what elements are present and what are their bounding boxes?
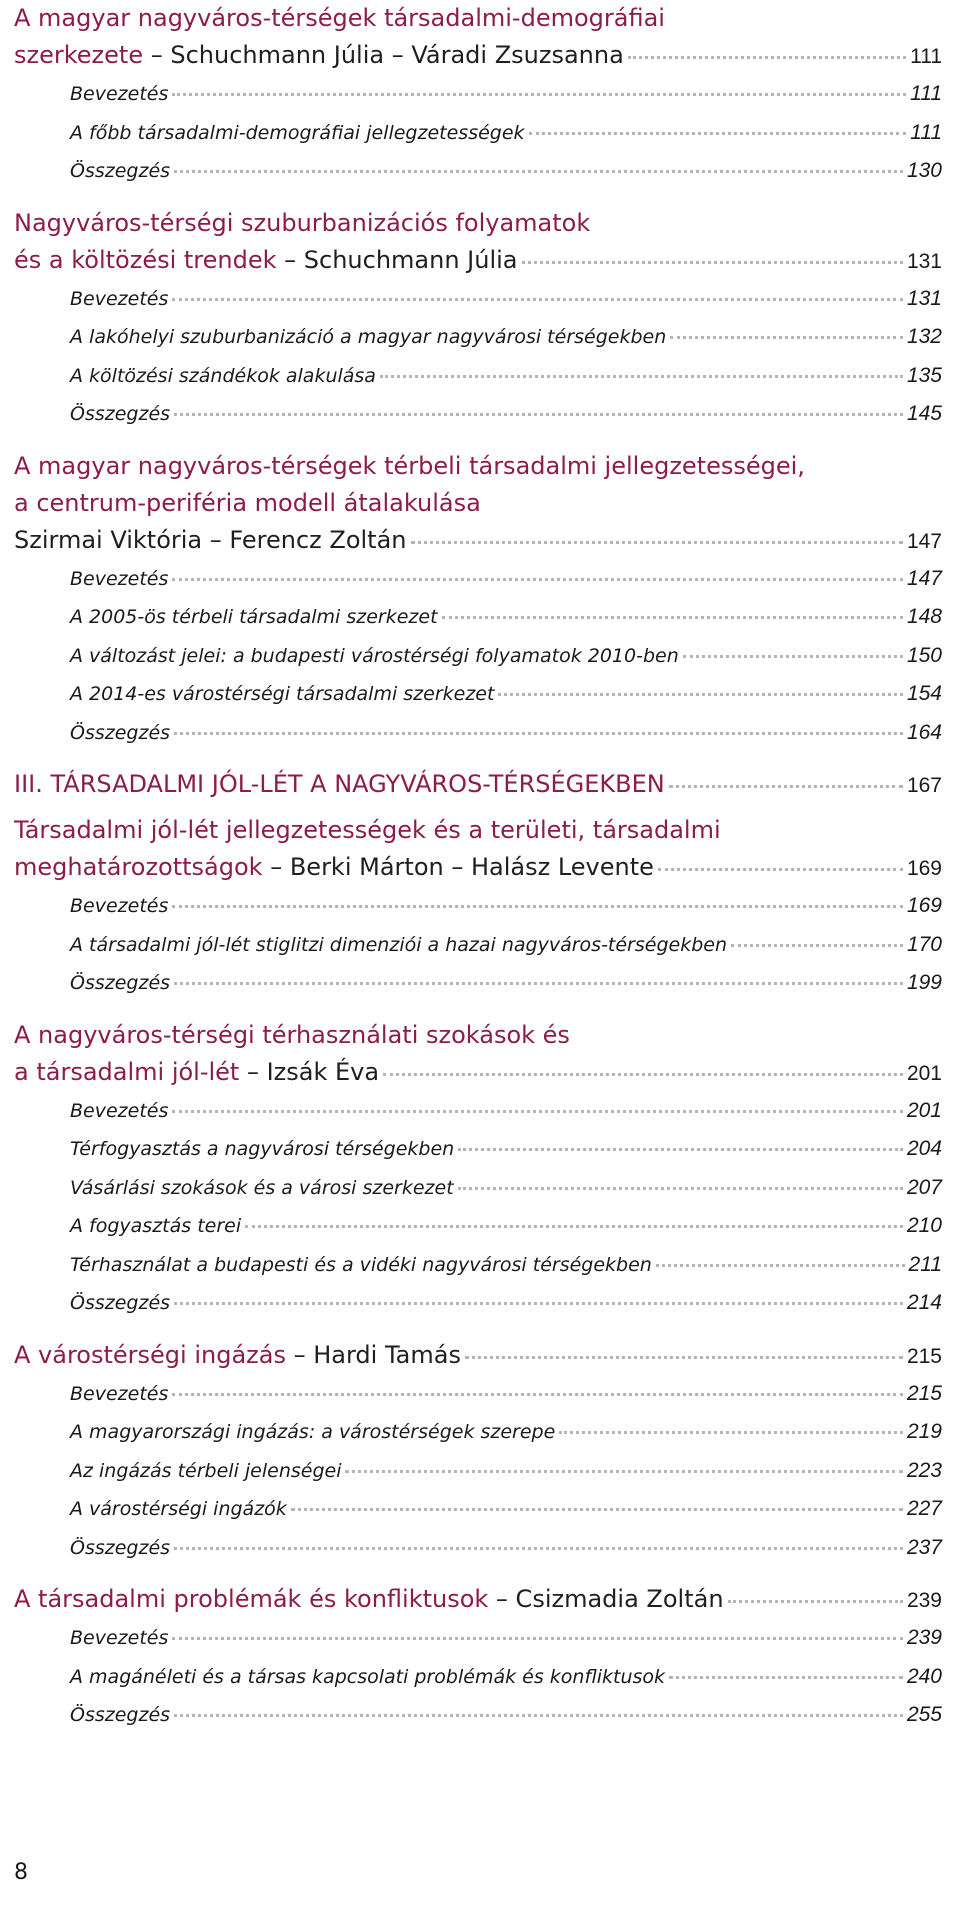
toc-section[interactable] [14, 152, 942, 191]
section-label: A társadalmi jól-lét stiglitzi dimenziói a hazai nagyváros-térségekben [70, 933, 728, 956]
dot-leader [628, 56, 906, 59]
page-ref: 135 [906, 363, 942, 387]
chapter-entry [14, 205, 942, 434]
section-label: Összegzés [70, 972, 171, 994]
chapter-authors: – Schuchmann Júlia – Váradi Zsuzsanna [143, 41, 624, 69]
chapter-title: a centrum-periféria modell átalakulása [14, 488, 481, 517]
page-ref: 169 [906, 894, 942, 917]
page-ref: 223 [906, 1458, 942, 1482]
chapter-entry [14, 448, 942, 753]
dot-leader [728, 1600, 903, 1603]
section-label: A fogyasztás terei [70, 1215, 242, 1237]
section-label: Bevezetés [70, 895, 169, 917]
dot-leader [174, 732, 903, 735]
page-ref: 211 [908, 1252, 942, 1276]
chapter-authors: – Berki Márton – Halász Levente [262, 853, 654, 881]
section-label: Bevezetés [70, 1382, 169, 1405]
dot-leader [465, 1356, 903, 1359]
page-ref: 201 [906, 1061, 942, 1085]
chapter-title: A magyar nagyváros-térségek társadalmi-demográfiai [14, 4, 665, 32]
section-label: A változást jelei: a budapesti várostérségi folyamatok 2010-ben [70, 644, 679, 667]
page-ref: 170 [906, 932, 942, 956]
chapter-title: szerkezete [14, 41, 144, 69]
page-ref: 214 [906, 1291, 942, 1314]
chapter-title-line[interactable] [14, 849, 942, 887]
toc-section[interactable] [14, 357, 942, 396]
chapter-title-line[interactable] [14, 37, 942, 75]
dot-leader [522, 261, 903, 264]
dot-leader [411, 541, 903, 544]
section-label: Összegzés [70, 1704, 171, 1726]
dot-leader [458, 1187, 903, 1190]
toc-section[interactable] [14, 114, 942, 153]
section-label: A főbb társadalmi-demográfiai jellegzetességek [70, 121, 525, 144]
page-ref: 150 [906, 643, 942, 667]
section-label: Összegzés [70, 1536, 171, 1559]
dot-leader [658, 868, 903, 871]
page-ref: 240 [906, 1664, 942, 1688]
page-ref: 164 [906, 720, 942, 744]
chapter-authors: – Schuchmann Júlia [276, 245, 518, 274]
chapter-entry [14, 812, 942, 1003]
dot-leader [174, 982, 903, 985]
toc-section[interactable] [14, 1169, 942, 1208]
dot-leader [669, 1676, 903, 1679]
toc-section[interactable] [14, 598, 942, 637]
toc-section[interactable] [14, 1375, 942, 1414]
section-label: A 2014-es várostérségi társadalmi szerkezet [70, 683, 495, 705]
toc-section[interactable] [14, 1413, 942, 1452]
page-ref: 201 [906, 1098, 942, 1122]
toc-section[interactable] [14, 1092, 942, 1131]
dot-leader [172, 1110, 903, 1113]
dot-leader [383, 1073, 903, 1076]
dot-leader [172, 578, 903, 581]
chapter-title: A nagyváros-térségi térhasználati szokások és [14, 1020, 570, 1049]
page-ref: 145 [906, 402, 942, 425]
page-ref: 132 [906, 325, 942, 348]
toc-section[interactable] [14, 395, 942, 434]
chapter-title-line[interactable] [14, 1337, 942, 1375]
dot-leader [172, 93, 906, 96]
chapter-authors: – Csizmadia Zoltán [488, 1585, 724, 1613]
chapter-title-line[interactable] [14, 242, 942, 280]
page-ref: 210 [906, 1214, 942, 1237]
section-label: Az ingázás térbeli jelenségei [70, 1459, 342, 1482]
chapter-title: meghatározottságok [14, 853, 263, 881]
page-ref: 111 [910, 45, 942, 68]
section-label: Bevezetés [70, 287, 169, 310]
dot-leader [458, 1148, 903, 1151]
dot-leader [498, 693, 903, 696]
page-ref: 147 [906, 529, 942, 553]
dot-leader [345, 1470, 902, 1473]
section-label: A magánéleti és a társas kapcsolati problémák és konfliktusok [70, 1665, 666, 1688]
toc-section[interactable] [14, 964, 942, 1003]
dot-leader [380, 375, 903, 378]
toc-section[interactable] [14, 1246, 942, 1285]
toc-section[interactable] [14, 75, 942, 114]
toc-section[interactable] [14, 1619, 942, 1658]
dot-leader [669, 785, 903, 788]
section-label: Térhasználat a budapesti és a vidéki nagyvárosi térségekben [70, 1253, 652, 1276]
page-ref: 207 [906, 1175, 942, 1199]
section-label: A lakóhelyi szuburbanizáció a magyar nagyvárosi térségekben [70, 326, 667, 348]
page-ref: 131 [906, 249, 942, 273]
toc-section[interactable] [14, 1696, 942, 1735]
toc-section[interactable] [14, 280, 942, 319]
dot-leader [174, 413, 903, 416]
chapter-title: Társadalmi jól-lét jellegzetességek és a területi, társadalmi [14, 816, 721, 844]
page-ref: 167 [906, 774, 942, 797]
toc-section[interactable] [14, 926, 942, 965]
chapter-authors: – Hardi Tamás [285, 1340, 461, 1369]
dot-leader [670, 336, 903, 339]
dot-leader [291, 1508, 903, 1511]
section-label: Vásárlási szokások és a városi szerkezet [70, 1176, 454, 1199]
dot-leader [442, 616, 903, 619]
dot-leader [559, 1431, 903, 1434]
toc-section[interactable] [14, 1130, 942, 1169]
toc-section[interactable] [14, 560, 942, 599]
dot-leader [683, 655, 903, 658]
chapter-title: a társadalmi jól-lét [14, 1057, 240, 1086]
chapter-title: Nagyváros-térségi szuburbanizációs folyamatok [14, 208, 591, 237]
page-ref: 169 [906, 857, 942, 880]
section-label: A 2005-ös térbeli társadalmi szerkezet [70, 606, 438, 628]
section-label: Összegzés [70, 403, 171, 425]
dot-leader [731, 944, 903, 947]
toc-section[interactable] [14, 318, 942, 357]
section-label: Bevezetés [70, 1627, 169, 1649]
part-title: III. TÁRSADALMI JÓL-LÉT A NAGYVÁROS-TÉRSÉGEKBEN [14, 770, 665, 798]
section-label: Összegzés [70, 1292, 171, 1314]
section-label: Térfogyasztás a nagyvárosi térségekben [70, 1138, 455, 1160]
dot-leader [174, 1302, 903, 1305]
dot-leader [529, 132, 907, 135]
page-ref: 204 [906, 1137, 942, 1160]
chapter-title-line[interactable] [14, 1054, 942, 1092]
chapter-authors: Szirmai Viktória – Ferencz Zoltán [14, 525, 407, 554]
dot-leader [656, 1264, 905, 1267]
toc-section[interactable] [14, 1207, 942, 1246]
page-ref: 111 [910, 120, 942, 144]
page-ref: 237 [906, 1535, 942, 1559]
dot-leader [172, 1637, 903, 1640]
chapter-title: és a költözési trendek [14, 245, 277, 274]
section-label: Bevezetés [70, 567, 169, 590]
dot-leader [172, 298, 903, 301]
chapter-title: A magyar nagyváros-térségek térbeli társadalmi jellegzetességei, [14, 451, 805, 480]
toc-section[interactable] [14, 1529, 942, 1568]
toc-section[interactable] [14, 675, 942, 714]
section-label: Összegzés [70, 721, 171, 744]
chapter-entry [14, 1581, 942, 1735]
chapter-title: A várostérségi ingázás [14, 1340, 286, 1369]
page-ref: 219 [906, 1420, 942, 1443]
chapter-title: A társadalmi problémák és konfliktusok [14, 1585, 489, 1613]
part-heading[interactable] [14, 764, 942, 806]
page-ref: 130 [906, 159, 942, 182]
page-ref: 147 [906, 566, 942, 590]
page-ref: 215 [906, 1381, 942, 1405]
page-ref: 154 [906, 682, 942, 705]
toc-section[interactable] [14, 1658, 942, 1697]
dot-leader [245, 1225, 903, 1228]
dot-leader [174, 170, 903, 173]
chapter-entry [14, 0, 942, 191]
toc-section[interactable] [14, 1490, 942, 1529]
chapter-title-line[interactable] [14, 522, 942, 560]
toc-section[interactable] [14, 714, 942, 753]
page-ref: 111 [910, 82, 942, 105]
page-ref: 239 [906, 1626, 942, 1649]
section-label: Összegzés [70, 160, 171, 182]
section-label: A várostérségi ingázók [70, 1498, 287, 1520]
chapter-entry [14, 1017, 942, 1323]
chapter-authors: – Izsák Éva [239, 1057, 380, 1086]
table-of-contents [14, 0, 942, 1735]
page-ref: 199 [906, 971, 942, 994]
page-ref: 239 [906, 1589, 942, 1612]
page-ref: 255 [906, 1703, 942, 1726]
page-ref: 227 [906, 1497, 942, 1520]
chapter-title-line[interactable] [14, 1581, 942, 1619]
chapter-entry [14, 1337, 942, 1568]
page-ref: 131 [906, 286, 942, 310]
toc-section[interactable] [14, 1284, 942, 1323]
dot-leader [172, 1393, 903, 1396]
page-number: 8 [14, 1860, 28, 1885]
toc-section[interactable] [14, 637, 942, 676]
dot-leader [172, 905, 903, 908]
section-label: A magyarországi ingázás: a várostérségek szerepe [70, 1421, 556, 1443]
page-ref: 148 [906, 605, 942, 628]
section-label: A költözési szándékok alakulása [70, 364, 376, 387]
toc-section[interactable] [14, 1452, 942, 1491]
dot-leader [174, 1547, 903, 1550]
dot-leader [174, 1714, 903, 1717]
section-label: Bevezetés [70, 83, 169, 105]
section-label: Bevezetés [70, 1099, 169, 1122]
page-ref: 215 [906, 1344, 942, 1368]
toc-section[interactable] [14, 887, 942, 926]
